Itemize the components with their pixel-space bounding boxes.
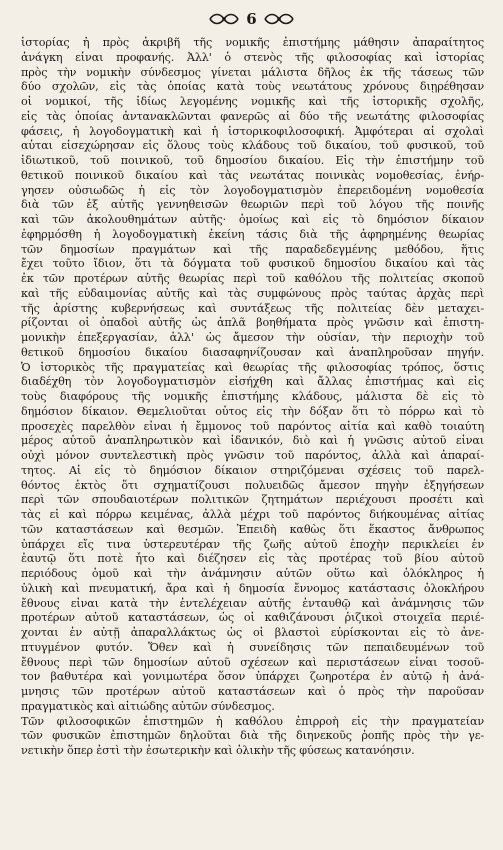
- text-line: τῶν δημοσίων πραγμάτων καὶ τῆς παραδεδεγμένης μεθόδου, ἥτις: [21, 242, 484, 256]
- text-line: ἰδιωτικοῦ, τοῦ ποινικοῦ, τοῦ δημοσίου δικαίου. Εἰς τὴν ἐπιστήμην τοῦ: [21, 154, 484, 167]
- text-line: θετικοῦ ποινικοῦ δικαίου καὶ τὰς νεωτάτας ποινικὰς νομοθεσίας, ἐνήρ-: [21, 168, 484, 182]
- text-line: τοὺς διαφόρους τῆς νομικῆς ἐπιστήμης κλάδους, μάλιστα δὲ εἰς τὸ: [21, 390, 484, 403]
- text-line: ἀνάγκη εἶναι προφανής. Ἀλλ' ὁ στενὸς τῆς φιλοσοφίας καὶ ἱστορίας: [21, 50, 484, 64]
- text-line: εἰς τὰς ὁποίας ἀντανακλῶνται φανερῶς αἱ δύο τῆς νεωτάτης φιλοσοφίας: [21, 109, 484, 123]
- text-line: πρὸς τὴν νομικὴν σύνδεσμος γίνεται μάλιστα δῆλος ἐκ τῆς τάσεως τῶν: [21, 65, 484, 79]
- text-line: φάσεις, ἡ λογοδογματικὴ καὶ ἡ ἱστορικοφιλοσοφική. Ἀμφότεραι αἱ σχολαὶ: [21, 124, 484, 138]
- right-ornament-icon: [263, 12, 295, 26]
- text-line: ὑπάρχει εἴς τινα ὑστερευτέραν τῆς ζωῆς αὐτοῦ ἐποχὴν περικλείει ἐν: [21, 537, 484, 551]
- left-ornament-icon: [208, 12, 240, 26]
- text-line: ἐφηρμόσθη ἡ λογοδογματικὴ ἐκείνη τάσις διὰ τῆς ἀφηρημένης θεωρίας: [21, 227, 484, 241]
- text-line: ἔχει τοῦτο ἴδιον, ὅτι τὰ δόγματα τοῦ φυσικοῦ δημοσίου δικαίου καὶ τὰς: [21, 257, 484, 271]
- text-line: νετικὴν ὅπερ ἐστὶ τὴν ἐσωτερικὴν καὶ ὁλικὴν τῆς φύσεως κατανόησιν.: [21, 744, 415, 757]
- page-header: [0, 6, 503, 32]
- text-line: ρίζονται οἱ ὀπαδοὶ αὐτῆς ὡς ἁπλᾶ βοηθήματα πρὸς γνῶσιν καὶ ἐπιστη-: [21, 316, 484, 330]
- text-line: περὶ τῶν σπουδαιοτέρων πολιτικῶν ζητημάτων περιέχουσι προσέτι καὶ: [21, 493, 484, 507]
- text-line: πτυγμένον φυτόν. Ὅθεν καὶ ἡ συνείδησις τῶν πεπαιδευμένων τοῦ: [21, 640, 484, 654]
- text-line: ἑαυτῷ ὅτι ποτὲ ἦτο καὶ διέζησεν εἰς τὰς προτέρας τοῦ βίου αὐτοῦ: [21, 552, 484, 566]
- text-line: τῶν φυσικῶν ἐπιστημῶν δηλοῦται διὰ τῆς διηνεκοῦς ῥοπῆς πρὸς τὴν γε-: [21, 729, 484, 743]
- text-line: περιόδους ὁμοῦ καὶ τὴν ἀνάμνησιν αὐτῶν οὕτω καὶ ὁλόκληρος ἡ: [21, 567, 484, 580]
- text-line: ἐκ τῶν προτέρων αὐτῆς θεωρίας περὶ τοῦ καθόλου τῆς πολιτείας σκοποῦ: [21, 272, 484, 285]
- text-line: χονται ἐν αὐτῇ ἀπαραλλάκτως ὡς οἱ βλαστοὶ εὑρίσκονται εἰς τὸ ἀνε-: [21, 626, 484, 639]
- body-text: [21, 36, 484, 759]
- text-line: μνησις τῶν προτέρων αὐτοῦ καταστάσεων καὶ ὁ πρὸς τὴν παροῦσαν: [21, 685, 484, 698]
- text-line: τὰς εἰ καὶ πόρρω κειμένας, ἀλλὰ μέχρι τοῦ παρόντος διήκουμένας αἰτίας: [21, 508, 484, 521]
- text-line: καὶ τῆς εὐδαιμονίας αὐτῆς καὶ τὰς συμφώνους πρὸς ταύτας ἀρχὰς περὶ: [21, 286, 484, 300]
- text-line: θόντος ἐκτὸς ὅτι σχηματίζουσι πολυειδῶς ἄμεσον πηγὴν ἐξηγήσεων: [21, 478, 484, 492]
- text-line: τητος. Αἱ εἰς τὸ δημόσιον δίκαιον στηριζόμεναι σχέσεις τοῦ παρελ-: [21, 463, 484, 477]
- text-line: προσεχὲς παρελθὸν εἶναι ἡ ἔμμονος τοῦ παρόντος αἰτία καὶ καθὸ τοιαύτη: [21, 419, 484, 433]
- page-number: 6: [246, 9, 257, 28]
- text-line: αὗται εἰσεχώρησαν εἰς ὅλους τοὺς κλάδους τοῦ δικαίου, τοῦ φυσικοῦ, τοῦ: [21, 139, 484, 153]
- text-line: τῆς ἀρίστης κυβερνήσεως καὶ συντάξεως τῆς πολιτείας δὲν μεταχει-: [21, 301, 484, 315]
- text-line: διαδέχθη τὸν λογοδογματισμὸν εἰσήχθη καὶ ἄλλας ἐπιστήμας καὶ εἰς: [21, 375, 484, 389]
- text-line: καὶ τῶν ἀκολουθημάτων αὐτῆς· ὁμοίως καὶ εἰς τὸ δημόσιον δίκαιον: [21, 213, 484, 226]
- text-line: ἔθνους εἶναι κατὰ τὴν ἐντελέχειαν αὐτῆς ἐνταυθῷ καὶ ἀνάμνησις τῶν: [21, 596, 484, 610]
- text-line: Ὁ ἱστορικὸς τῆς πραγματείας καὶ θεωρίας τῆς φιλοσοφίας τρόπος, ὅστις: [21, 360, 484, 374]
- text-line: γησεν οὐσιωδῶς ἡ εἰς τὸν λογοδογματισμὸν ἐπερειδομένη νομοθεσία: [21, 183, 484, 197]
- text-line: ὑλικὴ καὶ πνευματική, ἄρα καὶ ἡ δημοσία ἔννομος κατάστασις ὁλοκλήρου: [21, 581, 484, 595]
- text-line: προτέρων αὐτοῦ καταστάσεων, ὡς οἱ καθιζάνουσι ῥιζικοὶ στοιχεῖα περιέ-: [21, 611, 484, 625]
- text-line: οἱ νομικοί, τῆς ἰδίως λεγομένης νομικῆς καὶ τῆς ἱστορικῆς σχολῆς,: [21, 95, 484, 108]
- text-line: ἱστορίας ἡ πρὸς ἀκριβῆ τῆς νομικῆς ἐπιστήμης μάθησιν ἀπαραίτητος: [21, 36, 484, 49]
- text-line: τον βαθυτέρα καὶ γονιμωτέρα ὅσον ὑπάρχει ζωηροτέρα ἐν αὐτῷ ἡ ἀνά-: [21, 670, 484, 684]
- text-line: ἔθνους περὶ τῶν δημοσίων αὐτοῦ σχέσεων καὶ περιστάσεων εἶναι τοσοῦ-: [21, 655, 484, 669]
- text-line: διὰ τῶν ἐξ αὐτῆς γεννηθεισῶν θεωριῶν περὶ τοῦ λόγου τῆς ποινῆς: [21, 198, 484, 212]
- text-line: τῶν καταστάσεων καὶ θεσμῶν. Ἐπειδὴ καθὼς ὅτι ἕκαστος ἄνθρωπος: [21, 522, 484, 536]
- text-line: θετικοῦ δημοσίου δικαίου διασαφηνίζουσαν καὶ ἀναπληροῦσαν πηγήν.: [21, 345, 484, 359]
- text-line: δύο σχολῶν, εἰς τὰς ὁποίας κατὰ τοὺς νεωτάτους χρόνους διῃρέθησαν: [21, 80, 484, 94]
- text-line: μέρος αὐτοῦ ἀναπληρωτικὸν καὶ ἰδανικόν, διὸ καὶ ἡ γνῶσις αὐτοῦ εἶναι: [21, 434, 484, 448]
- text-line: δημόσιον δίκαιον. Θεμελιοῦται οὗτος εἰς τὴν δόξαν ὅτι τὸ πόρρω καὶ τὸ: [21, 404, 484, 418]
- text-line: πραγματικὸς καὶ αἰτιώδης αὐτῶν σύνδεσμος.: [21, 699, 275, 713]
- text-line: μονικὴν ἐπεξεργασίαν, ἀλλ' ὡς ἄμεσον τὴν οὐσίαν, τὴν περιοχὴν τοῦ: [21, 331, 484, 344]
- text-line: οὐχὶ μόνον συντελεστικὴ πρὸς γνῶσιν τοῦ παρόντος, ἀλλὰ καὶ ἀπαραί-: [21, 449, 484, 462]
- text-line: Τῶν φιλοσοφικῶν ἐπιστημῶν ἡ καθόλου ἐπιρροὴ εἰς τὴν πραγματείαν: [21, 714, 484, 728]
